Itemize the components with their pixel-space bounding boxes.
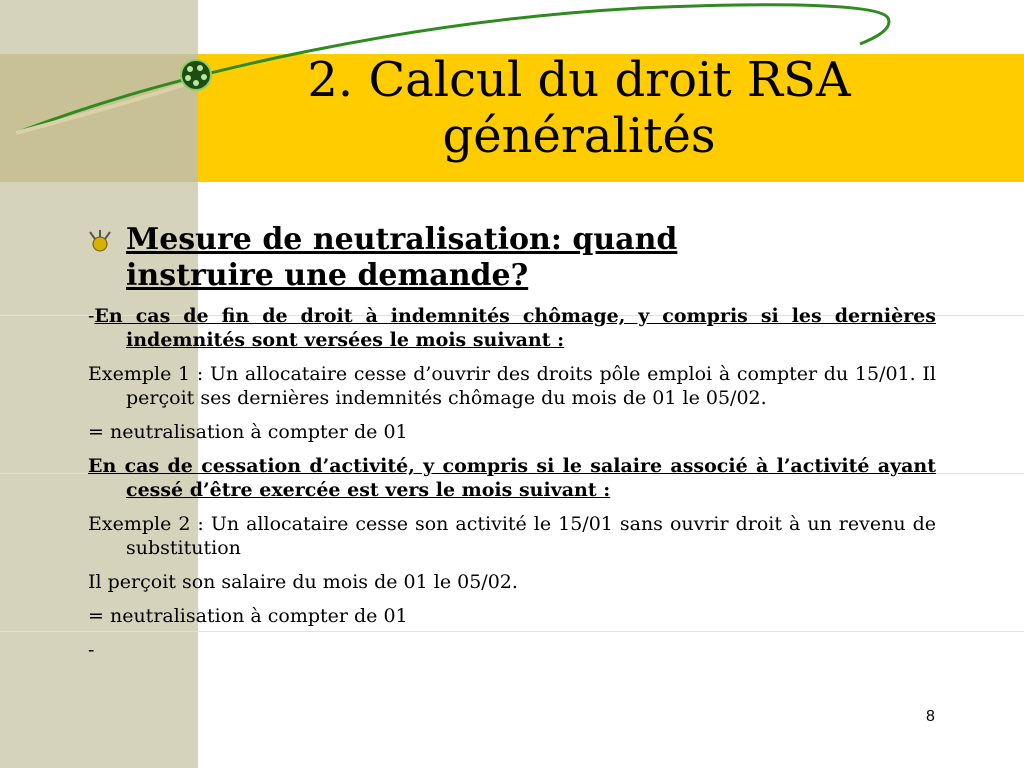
title-line-1: 2. Calcul du droit RSA bbox=[307, 52, 851, 108]
paragraph-8: - bbox=[88, 639, 95, 661]
bullet-heading bbox=[88, 222, 936, 294]
paragraph-5: Exemple 2 : Un allocataire cesse son activité le 15/01 sans ouvrir droit à un revenu de substitution bbox=[88, 513, 936, 559]
paragraph-6: Il perçoit son salaire du mois de 01 le 05/02. bbox=[88, 571, 518, 593]
slide-title bbox=[198, 52, 960, 164]
paragraph-4 bbox=[88, 454, 936, 502]
title-stripe-sidebar bbox=[0, 54, 198, 182]
page-number: 8 bbox=[926, 708, 935, 725]
dash-prefix: - bbox=[88, 305, 95, 327]
bullet-icon bbox=[88, 229, 112, 253]
paragraph-2: Exemple 1 : Un allocataire cesse d’ouvrir des droits pôle emploi à compter du 15/01. Il perçoit ses dernières indemnités chômage du mois de 01 le 05/02. bbox=[88, 363, 936, 409]
heading-line-2: instruire une demande? bbox=[126, 258, 529, 293]
heading-line-1: Mesure de neutralisation: quand bbox=[126, 222, 678, 257]
paragraph-1-text: En cas de fin de droit à indemnités chômage, y compris si les dernières indemnités sont versées le mois suivant : bbox=[94, 305, 936, 351]
paragraph-7: = neutralisation à compter de 01 bbox=[88, 605, 408, 627]
title-line-2: généralités bbox=[442, 108, 716, 164]
paragraph-1 bbox=[88, 304, 936, 352]
slide-body bbox=[88, 222, 936, 672]
paragraph-3: = neutralisation à compter de 01 bbox=[88, 421, 408, 443]
paragraph-4-text: En cas de cessation d’activité, y compris si le salaire associé à l’activité ayant cessé d’être exercée est vers le mois suivant : bbox=[88, 455, 936, 501]
